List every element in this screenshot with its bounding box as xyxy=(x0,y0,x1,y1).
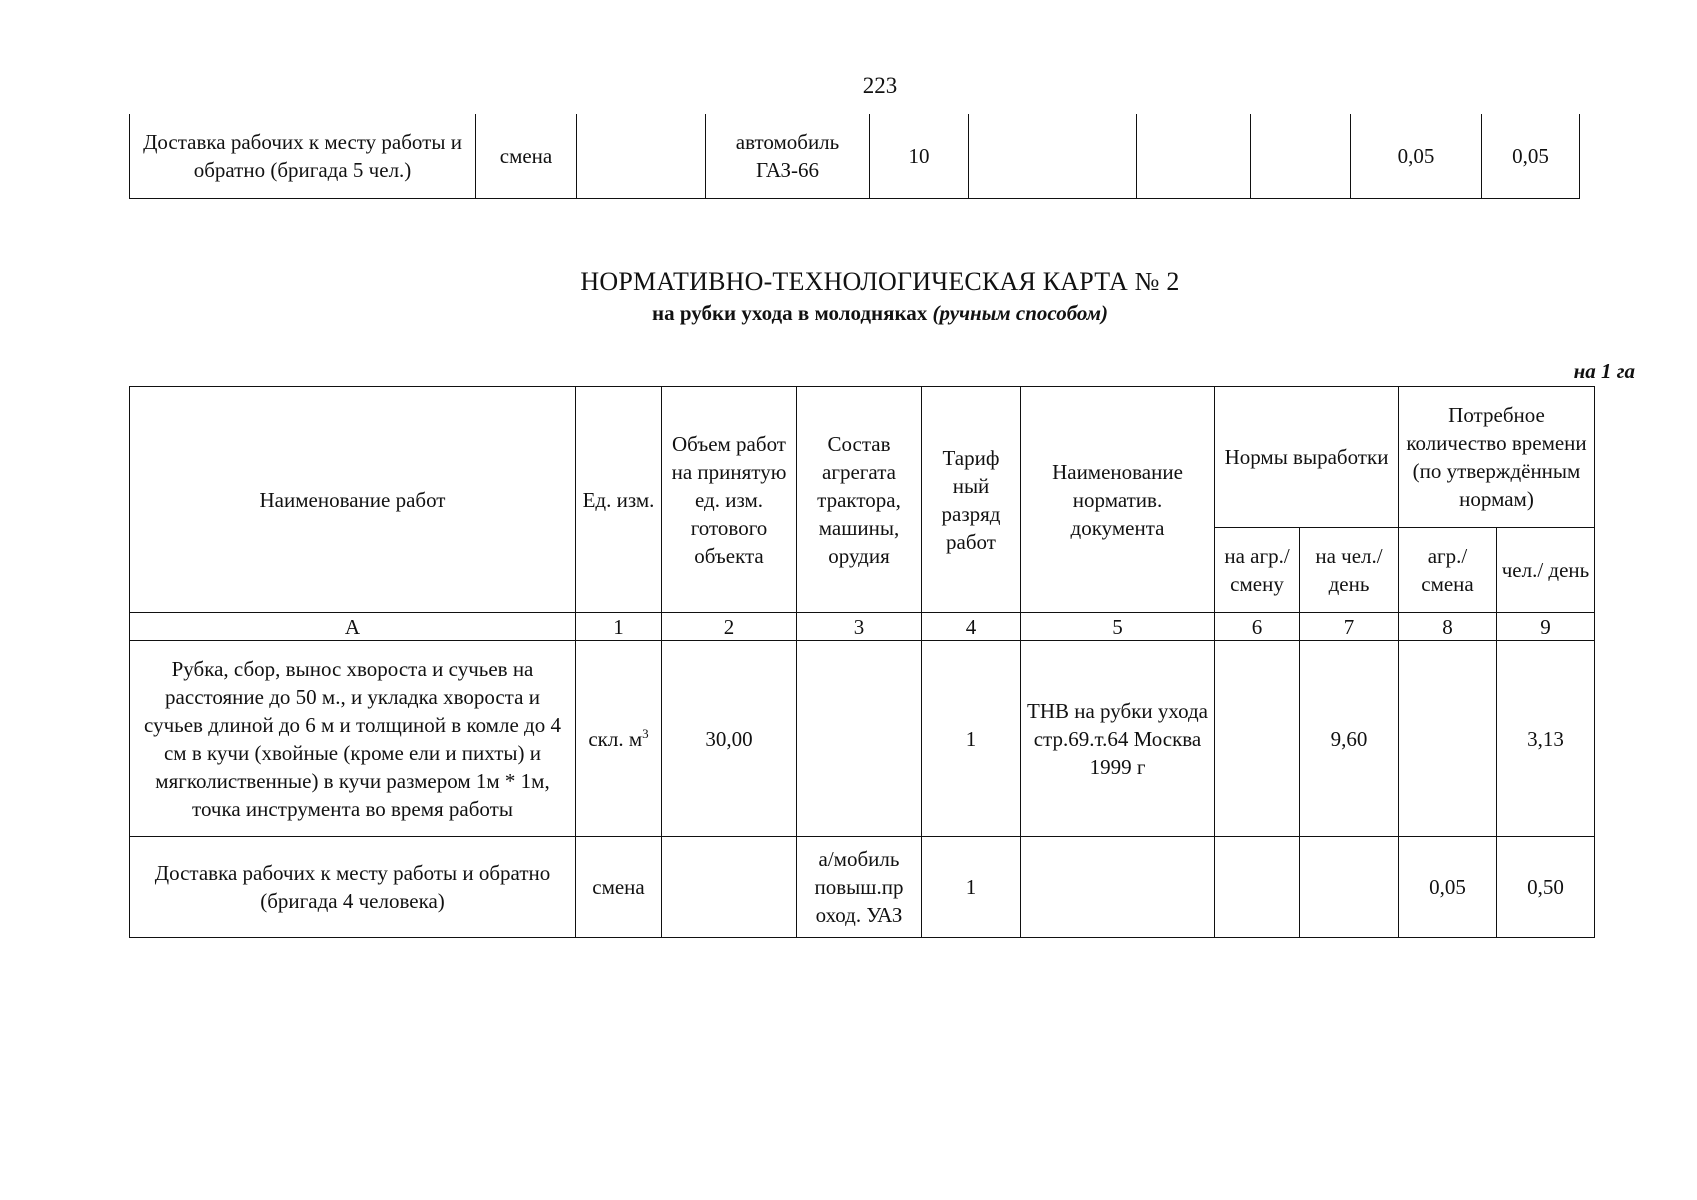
table-row xyxy=(130,837,1595,938)
norm-tech-card-table xyxy=(129,386,1595,938)
unit-cell: смена xyxy=(576,837,662,938)
norm-agr-cell xyxy=(1215,837,1300,938)
aggregate-cell xyxy=(797,641,922,837)
column-number: 7 xyxy=(1300,613,1399,641)
norm-agr-cell xyxy=(1215,641,1300,837)
previous-card-table xyxy=(129,114,1580,199)
column-number: 8 xyxy=(1399,613,1497,641)
card-title: НОРМАТИВНО-ТЕХНОЛОГИЧЕСКАЯ КАРТА № 2 xyxy=(580,267,1180,296)
header-unit: Ед. изм. xyxy=(576,387,662,613)
unit-cell: смена xyxy=(476,114,577,199)
header-work-name: Наименование работ xyxy=(130,387,576,613)
aggregate-cell: а/мобиль повыш.пр оход. УАЗ xyxy=(797,837,922,938)
column-number: 3 xyxy=(797,613,922,641)
column-number: 2 xyxy=(662,613,797,641)
document-cell: ТНВ на рубки ухода стр.69.т.64 Москва 1999 г xyxy=(1021,641,1215,837)
norm-man-cell xyxy=(1251,114,1351,199)
table-row xyxy=(130,641,1595,837)
header-tariff: Тариф ный разряд работ xyxy=(922,387,1021,613)
norm-man-cell: 9,60 xyxy=(1300,641,1399,837)
time-agr-cell: 0,05 xyxy=(1399,837,1497,938)
document-cell xyxy=(969,114,1137,199)
time-man-cell: 0,50 xyxy=(1497,837,1595,938)
aggregate-cell: автомобиль ГАЗ-66 xyxy=(706,114,870,199)
column-number: 5 xyxy=(1021,613,1215,641)
card-subtitle xyxy=(0,299,1697,327)
tariff-cell: 1 xyxy=(922,641,1021,837)
unit-cell xyxy=(576,641,662,837)
column-number-row xyxy=(130,613,1595,641)
column-number: 4 xyxy=(922,613,1021,641)
tariff-cell: 10 xyxy=(870,114,969,199)
unit-note: на 1 га xyxy=(1573,359,1635,383)
unit-superscript: 3 xyxy=(642,725,649,741)
document-cell xyxy=(1021,837,1215,938)
norm-man-cell xyxy=(1300,837,1399,938)
header-row xyxy=(130,387,1595,528)
volume-cell: 30,00 xyxy=(662,641,797,837)
card-subtitle-main: на рубки ухода в молодняках xyxy=(651,301,928,325)
time-agr-cell: 0,05 xyxy=(1351,114,1482,199)
header-volume: Объем работ на принятую ед. изм. готового объекта xyxy=(662,387,797,613)
work-name-cell: Доставка рабочих к месту работы и обратно (бригада 5 чел.) xyxy=(130,114,476,199)
work-name-cell: Доставка рабочих к месту работы и обратно (бригада 4 человека) xyxy=(130,837,576,938)
header-aggregate: Состав агрегата трактора, машины, орудия xyxy=(797,387,922,613)
time-man-cell: 0,05 xyxy=(1482,114,1580,199)
time-man-cell: 3,13 xyxy=(1497,641,1595,837)
header-time-agr: агр./ смена xyxy=(1399,528,1497,613)
volume-cell xyxy=(577,114,706,199)
header-norm-agr: на агр./ смену xyxy=(1215,528,1300,613)
header-time: Потребное количество времени (по утверждённым нормам) xyxy=(1399,387,1595,528)
time-agr-cell xyxy=(1399,641,1497,837)
header-document: Наименование норматив. документа xyxy=(1021,387,1215,613)
column-number: 6 xyxy=(1215,613,1300,641)
header-norms: Нормы выработки xyxy=(1215,387,1399,528)
norm-agr-cell xyxy=(1137,114,1251,199)
card-title-block xyxy=(0,265,1697,327)
card-subtitle-method: (ручным способом) xyxy=(932,301,1109,325)
unit-text: скл. м xyxy=(588,726,643,751)
work-name-cell: Рубка, сбор, вынос хвороста и сучьев на расстояние до 50 м., и укладка хвороста и сучьев длиной до 6 м и толщиной в комле до 4 см в кучи (хвойные (кроме ели и пихты) и мягколиственные) в кучи размером 1м * 1м, точка инструмента во время работы xyxy=(130,641,576,837)
column-number: 9 xyxy=(1497,613,1595,641)
table-row xyxy=(130,114,1580,199)
page-number: 223 xyxy=(862,73,898,98)
column-number: 1 xyxy=(576,613,662,641)
column-number: А xyxy=(130,613,576,641)
tariff-cell: 1 xyxy=(922,837,1021,938)
volume-cell xyxy=(662,837,797,938)
header-time-man: чел./ день xyxy=(1497,528,1595,613)
header-norm-man: на чел./ день xyxy=(1300,528,1399,613)
